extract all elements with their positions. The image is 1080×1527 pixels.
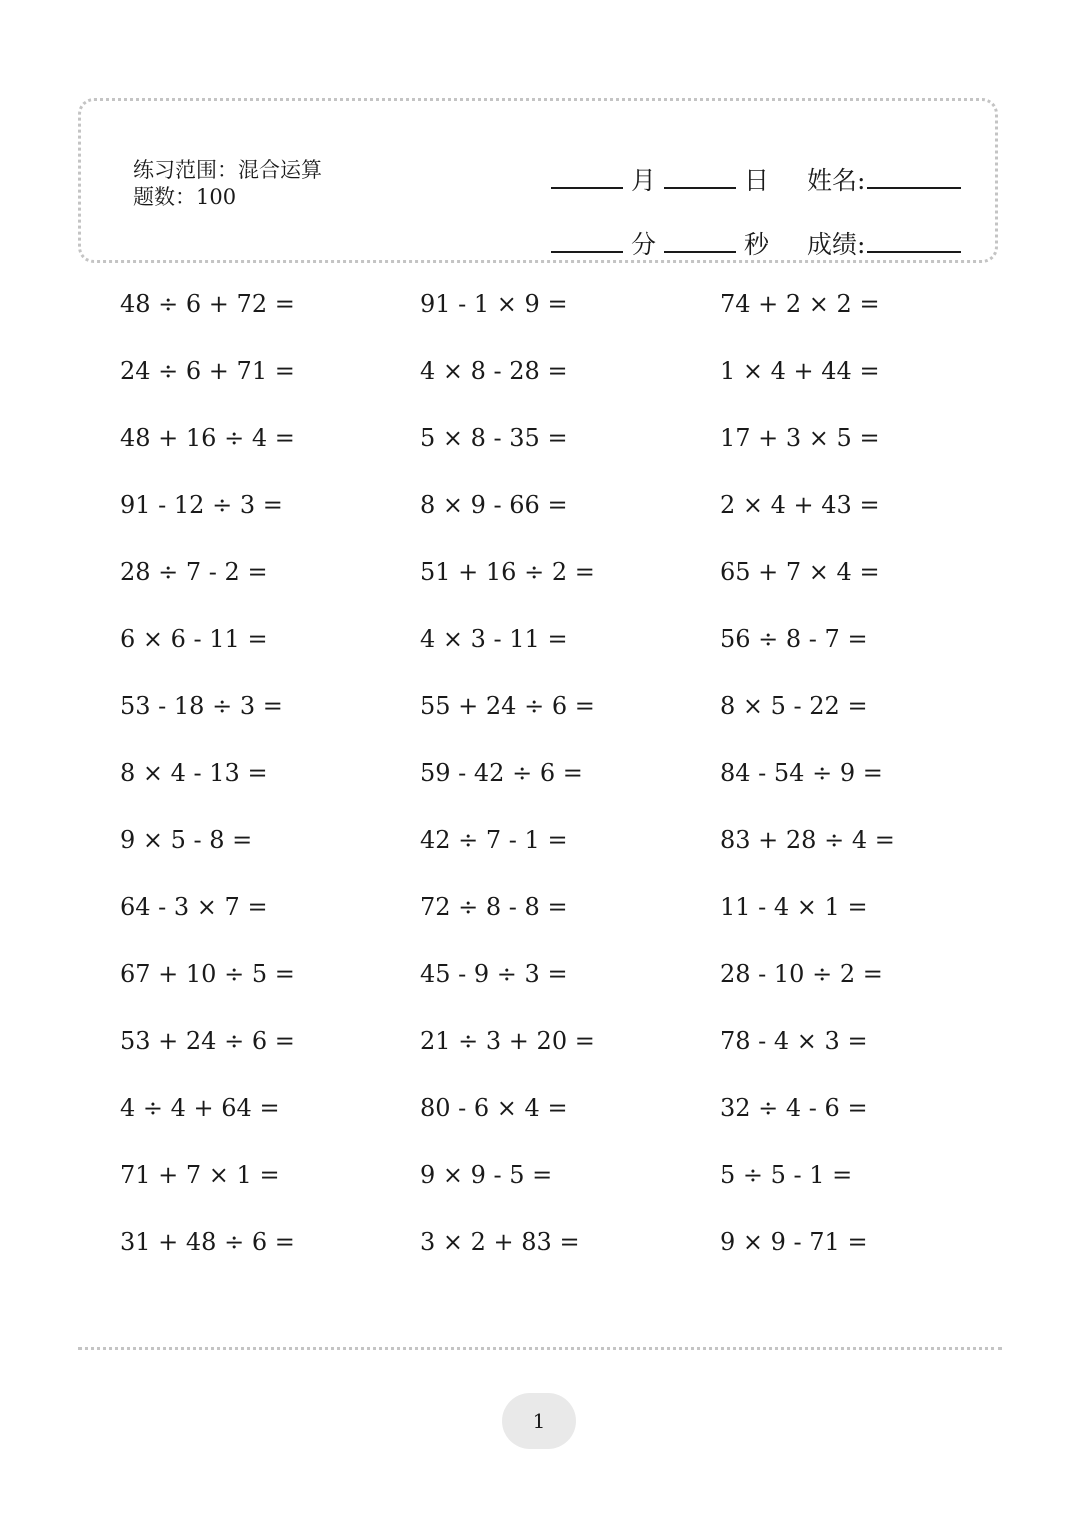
- problem-row: [120, 270, 1020, 337]
- practice-range-label: 练习范围：混合运算: [133, 158, 322, 182]
- math-problem: 1 × 4 + 44 =: [720, 356, 880, 385]
- math-problem: 45 - 9 ÷ 3 =: [420, 959, 568, 988]
- math-problem: 65 + 7 × 4 =: [720, 557, 880, 586]
- student-info-fields: [551, 133, 971, 261]
- score-label: 成绩:: [807, 230, 866, 259]
- math-problem: 74 + 2 × 2 =: [720, 289, 880, 318]
- time-score-row: [551, 197, 971, 261]
- second-label: 秒: [744, 230, 770, 259]
- math-problem: 24 ÷ 6 + 71 =: [120, 356, 295, 385]
- name-blank[interactable]: [867, 187, 961, 189]
- math-problem: 84 - 54 ÷ 9 =: [720, 758, 883, 787]
- problem-row: [120, 538, 1020, 605]
- problem-row: [120, 1074, 1020, 1141]
- math-problem: 53 - 18 ÷ 3 =: [120, 691, 283, 720]
- page-number: 1: [502, 1393, 576, 1449]
- math-problem: 11 - 4 × 1 =: [720, 892, 868, 921]
- math-problem: 51 + 16 ÷ 2 =: [420, 557, 595, 586]
- footer-divider: [78, 1347, 1002, 1350]
- math-problem: 5 × 8 - 35 =: [420, 423, 568, 452]
- math-problem: 42 ÷ 7 - 1 =: [420, 825, 568, 854]
- math-problem: 8 × 9 - 66 =: [420, 490, 568, 519]
- math-problem: 83 + 28 ÷ 4 =: [720, 825, 895, 854]
- minute-blank[interactable]: [551, 251, 623, 253]
- math-problem: 56 ÷ 8 - 7 =: [720, 624, 868, 653]
- problem-row: [120, 672, 1020, 739]
- math-problem: 48 + 16 ÷ 4 =: [120, 423, 295, 452]
- math-problem: 9 × 9 - 5 =: [420, 1160, 553, 1189]
- name-label: 姓名:: [807, 166, 866, 195]
- problem-row: [120, 404, 1020, 471]
- second-blank[interactable]: [664, 251, 736, 253]
- math-problem: 6 × 6 - 11 =: [120, 624, 268, 653]
- math-problem: 78 - 4 × 3 =: [720, 1026, 868, 1055]
- math-problem: 67 + 10 ÷ 5 =: [120, 959, 295, 988]
- problem-grid: [120, 270, 1020, 1275]
- math-problem: 31 + 48 ÷ 6 =: [120, 1227, 295, 1256]
- math-problem: 17 + 3 × 5 =: [720, 423, 880, 452]
- day-blank[interactable]: [664, 187, 736, 189]
- problem-row: [120, 873, 1020, 940]
- math-problem: 64 - 3 × 7 =: [120, 892, 268, 921]
- worksheet-meta: [133, 157, 322, 211]
- math-problem: 4 × 8 - 28 =: [420, 356, 568, 385]
- math-problem: 4 × 3 - 11 =: [420, 624, 568, 653]
- math-problem: 91 - 1 × 9 =: [420, 289, 568, 318]
- math-problem: 53 + 24 ÷ 6 =: [120, 1026, 295, 1055]
- math-problem: 28 ÷ 7 - 2 =: [120, 557, 268, 586]
- math-problem: 4 ÷ 4 + 64 =: [120, 1093, 280, 1122]
- math-problem: 80 - 6 × 4 =: [420, 1093, 568, 1122]
- math-problem: 55 + 24 ÷ 6 =: [420, 691, 595, 720]
- math-problem: 59 - 42 ÷ 6 =: [420, 758, 583, 787]
- problem-row: [120, 1007, 1020, 1074]
- problem-count-label: 题数：100: [133, 185, 237, 209]
- minute-label: 分: [631, 230, 657, 259]
- math-problem: 91 - 12 ÷ 3 =: [120, 490, 283, 519]
- math-problem: 32 ÷ 4 - 6 =: [720, 1093, 868, 1122]
- month-blank[interactable]: [551, 187, 623, 189]
- day-label: 日: [744, 166, 770, 195]
- problem-row: [120, 1141, 1020, 1208]
- math-problem: 72 ÷ 8 - 8 =: [420, 892, 568, 921]
- math-problem: 8 × 5 - 22 =: [720, 691, 868, 720]
- problem-row: [120, 1208, 1020, 1275]
- math-problem: 9 × 9 - 71 =: [720, 1227, 868, 1256]
- score-blank[interactable]: [867, 251, 961, 253]
- math-problem: 3 × 2 + 83 =: [420, 1227, 580, 1256]
- problem-row: [120, 471, 1020, 538]
- math-problem: 28 - 10 ÷ 2 =: [720, 959, 883, 988]
- problem-row: [120, 739, 1020, 806]
- math-problem: 2 × 4 + 43 =: [720, 490, 880, 519]
- math-problem: 48 ÷ 6 + 72 =: [120, 289, 295, 318]
- month-label: 月: [631, 166, 657, 195]
- math-problem: 8 × 4 - 13 =: [120, 758, 268, 787]
- worksheet-header: [78, 98, 998, 263]
- math-problem: 71 + 7 × 1 =: [120, 1160, 280, 1189]
- problem-row: [120, 605, 1020, 672]
- problem-row: [120, 806, 1020, 873]
- math-problem: 21 ÷ 3 + 20 =: [420, 1026, 595, 1055]
- math-problem: 5 ÷ 5 - 1 =: [720, 1160, 853, 1189]
- date-name-row: [551, 133, 971, 197]
- problem-row: [120, 337, 1020, 404]
- math-problem: 9 × 5 - 8 =: [120, 825, 253, 854]
- problem-row: [120, 940, 1020, 1007]
